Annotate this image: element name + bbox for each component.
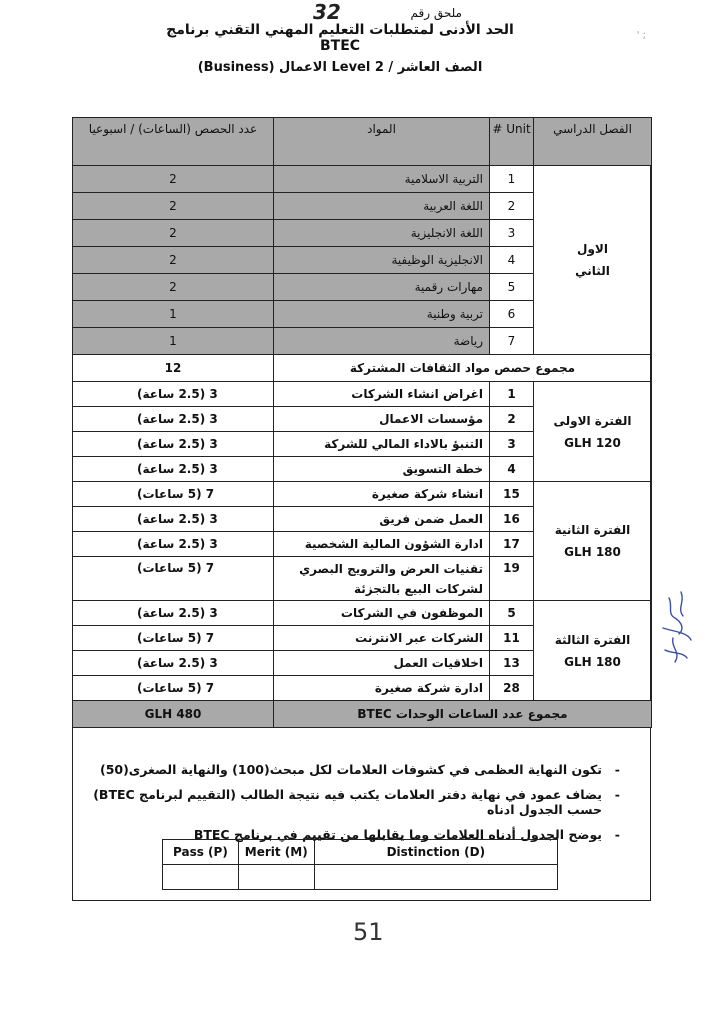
- note-text: تكون النهاية العظمى في كشوفات العلامات لكل مبحث(100) والنهاية الصغرى(50): [99, 762, 602, 777]
- unit-number: 11: [490, 626, 534, 651]
- hours-value: 2: [73, 274, 274, 301]
- period-glh: 120 GLH: [564, 435, 621, 450]
- hours-value: 7 (5 ساعات): [73, 557, 274, 601]
- unit-number: 4: [490, 247, 534, 274]
- unit-number: 2: [490, 193, 534, 220]
- hours-value: 3 (2.5 ساعة): [73, 532, 274, 557]
- document-subtitle: الصف العاشر / Level 2 الاعمال (Business): [197, 60, 483, 75]
- handwritten-signature: [655, 588, 695, 668]
- annex-label: ملحق رقم: [410, 6, 462, 20]
- hours-value: 3 (2.5 ساعة): [73, 382, 274, 407]
- grades-table: [162, 839, 558, 890]
- unit-number: 17: [490, 532, 534, 557]
- hours-value: 3 (2.5 ساعة): [73, 457, 274, 482]
- unit-number: 28: [490, 676, 534, 701]
- unit-number: 1: [490, 166, 534, 193]
- unit-number: 3: [490, 220, 534, 247]
- list-item: [90, 787, 620, 817]
- general-total-label: مجموع حصص مواد الثقافات المشتركة: [274, 355, 652, 382]
- hours-value: 3 (2.5 ساعة): [73, 507, 274, 532]
- hours-value: 7 (5 ساعات): [73, 626, 274, 651]
- curriculum-table: [72, 117, 652, 728]
- note-text: يوضح الجدول أدناه العلامات وما يقابلها من تقييم في برنامج BTEC: [193, 827, 602, 842]
- header-hours: عدد الحصص (الساعات) / اسبوعيا: [73, 118, 274, 166]
- period-glh: 180 GLH: [564, 654, 621, 669]
- period-2-cell: [534, 482, 652, 601]
- general-total-row: [73, 355, 652, 382]
- units-total-value: 480 GLH: [73, 701, 274, 728]
- header-subjects: المواد: [274, 118, 490, 166]
- list-item: [90, 762, 620, 777]
- period-1-cell: [534, 382, 652, 482]
- period-glh: 180 GLH: [564, 545, 621, 559]
- grade-distinction-header: Distinction (D): [314, 840, 557, 865]
- subject-name: الانجليزية الوظيفية: [274, 247, 490, 274]
- subject-name: خطة التسويق: [274, 457, 490, 482]
- hours-value: 3 (2.5 ساعة): [73, 432, 274, 457]
- subject-name: اللغة الانجليزية: [274, 220, 490, 247]
- hours-value: 3 (2.5 ساعة): [73, 407, 274, 432]
- subject-name: الموظفون في الشركات: [274, 601, 490, 626]
- table-row: [73, 601, 652, 626]
- general-term-line1: الاول: [577, 242, 608, 256]
- hours-value: 1: [73, 328, 274, 355]
- note-text: يضاف عمود في نهاية دفتر العلامات يكتب فيه نتيجة الطالب (التقييم لبرنامج BTEC) حسب الجدول ادناه: [93, 787, 602, 817]
- units-total-label: مجموع عدد الساعات الوحدات BTEC: [274, 701, 652, 728]
- unit-number: 6: [490, 301, 534, 328]
- period-name: الفترة الثانية: [554, 523, 631, 537]
- unit-number: 19: [490, 557, 534, 601]
- subject-name: تربية وطنية: [274, 301, 490, 328]
- unit-number: 5: [490, 601, 534, 626]
- subject-name: اخلاقيات العمل: [274, 651, 490, 676]
- grade-merit-value: [238, 865, 314, 890]
- subject-name: مؤسسات الاعمال: [274, 407, 490, 432]
- period-name: الفترة الثالثة: [554, 632, 631, 647]
- subject-name: ادارة شركة صغيرة: [274, 676, 490, 701]
- units-total-row: [73, 701, 652, 728]
- hours-value: 7 (5 ساعات): [73, 482, 274, 507]
- hours-value: 1: [73, 301, 274, 328]
- general-total-value: 12: [73, 355, 274, 382]
- corner-mark: ' ;: [636, 30, 646, 41]
- grades-header-row: [163, 840, 558, 865]
- unit-number: 13: [490, 651, 534, 676]
- unit-number: 16: [490, 507, 534, 532]
- grade-pass-value: [163, 865, 239, 890]
- header-term: الفصل الدراسي: [534, 118, 652, 166]
- title-block: [160, 22, 520, 75]
- note-dash: -: [614, 762, 620, 777]
- hours-value: 2: [73, 220, 274, 247]
- table-row: [73, 382, 652, 407]
- grade-pass-header: Pass (P): [163, 840, 239, 865]
- unit-number: 3: [490, 432, 534, 457]
- grades-value-row: [163, 865, 558, 890]
- table-row: [73, 166, 652, 193]
- document-title: الحد الأدنى لمتطلبات التعليم المهني التقني برنامج BTEC: [166, 22, 514, 54]
- annex-number: 32: [313, 0, 341, 24]
- subject-name: الشركات عبر الانترنت: [274, 626, 490, 651]
- subject-name: التربية الاسلامية: [274, 166, 490, 193]
- subject-name: التنبؤ بالاداء المالي للشركة: [274, 432, 490, 457]
- note-dash: -: [614, 787, 620, 802]
- unit-number: 5: [490, 274, 534, 301]
- unit-number: 7: [490, 328, 534, 355]
- subject-name: رياضة: [274, 328, 490, 355]
- grade-distinction-value: [314, 865, 557, 890]
- hours-value: 7 (5 ساعات): [73, 676, 274, 701]
- subject-name: مهارات رقمية: [274, 274, 490, 301]
- unit-number: 2: [490, 407, 534, 432]
- unit-number: 4: [490, 457, 534, 482]
- unit-number: 15: [490, 482, 534, 507]
- hours-value: 2: [73, 193, 274, 220]
- unit-number: 1: [490, 382, 534, 407]
- page-number: 51: [353, 918, 384, 946]
- period-3-cell: [534, 601, 652, 701]
- hours-value: 2: [73, 247, 274, 274]
- hours-value: 3 (2.5 ساعة): [73, 601, 274, 626]
- subject-name: تقنيات العرض والترويج البصري لشركات البيع بالتجزئة: [274, 557, 490, 601]
- subject-name: انشاء شركة صغيرة: [274, 482, 490, 507]
- subject-name: العمل ضمن فريق: [274, 507, 490, 532]
- general-term-cell: [534, 166, 652, 355]
- grade-merit-header: Merit (M): [238, 840, 314, 865]
- hours-value: 2: [73, 166, 274, 193]
- subject-name: اللغة العربية: [274, 193, 490, 220]
- table-header-row: [73, 118, 652, 166]
- header-unit: Unit #: [490, 118, 534, 166]
- table-row: [73, 482, 652, 507]
- subject-name: ادارة الشؤون المالية الشخصية: [274, 532, 490, 557]
- subject-name: اغراض انشاء الشركات: [274, 382, 490, 407]
- note-dash: -: [614, 827, 620, 842]
- general-term-line2: الثاني: [575, 264, 610, 278]
- hours-value: 3 (2.5 ساعة): [73, 651, 274, 676]
- period-name: الفترة الاولى: [553, 413, 632, 428]
